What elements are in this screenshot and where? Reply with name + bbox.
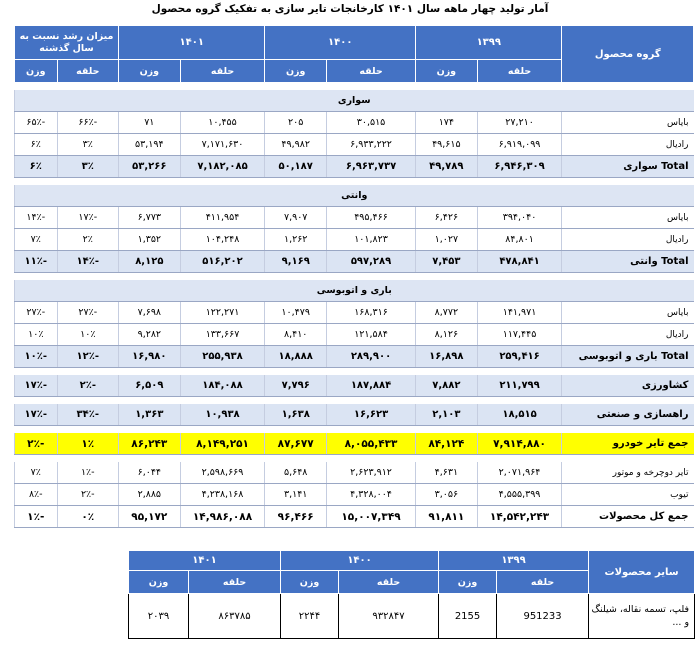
table-row bbox=[15, 484, 694, 506]
spacer bbox=[15, 273, 694, 281]
value-cell: ۱۶,۶۲۳ bbox=[326, 404, 415, 426]
value-cell: ۶,۵۰۹ bbox=[119, 375, 181, 397]
row-label: رادیال bbox=[562, 324, 694, 346]
value-cell: ۱۸۴,۰۸۸ bbox=[180, 375, 265, 397]
value-cell: ۳,۰۵۶ bbox=[416, 484, 478, 506]
value-cell: ۱۶,۹۸۰ bbox=[119, 346, 181, 368]
value-cell: ۷,۷۹۶ bbox=[265, 375, 327, 397]
growth-cell: ۷٪ bbox=[15, 462, 58, 484]
spacer bbox=[15, 83, 694, 91]
value-cell: ۹۵,۱۷۲ bbox=[119, 506, 181, 528]
value-cell: ۶,۹۶۳,۷۳۷ bbox=[326, 156, 415, 178]
growth-header: میزان رشد نسبت به سال گذشته bbox=[15, 26, 119, 60]
growth-cell: -۱۷٪ bbox=[15, 404, 58, 426]
value-cell: ۱۸,۵۱۵ bbox=[477, 404, 562, 426]
weight-header: وزن bbox=[439, 571, 497, 594]
value-cell: ۱۰,۹۳۸ bbox=[180, 404, 265, 426]
value-cell: ۴,۶۳۱ bbox=[416, 462, 478, 484]
row-label: Total وانتی bbox=[562, 251, 694, 273]
value-cell: 951233 bbox=[497, 594, 589, 639]
row-label: تیوب bbox=[562, 484, 694, 506]
row-label: جمع تایر خودرو bbox=[562, 433, 694, 455]
growth-cell: ۳٪ bbox=[57, 134, 119, 156]
value-cell: ۱,۳۶۳ bbox=[119, 404, 181, 426]
total-row bbox=[15, 346, 694, 368]
value-cell: ۷,۸۸۲ bbox=[416, 375, 478, 397]
row-label: بایاس bbox=[562, 302, 694, 324]
row-label: فلپ، تسمه نقاله، شیلنگ و ... bbox=[589, 594, 695, 639]
growth-cell: ۱۰٪ bbox=[15, 324, 58, 346]
value-cell: ۱۴,۹۸۶,۰۸۸ bbox=[180, 506, 265, 528]
table-row bbox=[15, 207, 694, 229]
growth-cell: -۲٪ bbox=[15, 433, 58, 455]
value-cell: ۱,۰۲۷ bbox=[416, 229, 478, 251]
all-products-total-row bbox=[15, 506, 694, 528]
year-header-1401: ۱۴۰۱ bbox=[119, 26, 265, 60]
value-cell: ۱۷۴ bbox=[416, 112, 478, 134]
value-cell: ۹,۲۸۲ bbox=[119, 324, 181, 346]
growth-cell: -۶۵٪ bbox=[15, 112, 58, 134]
weight-header: وزن bbox=[265, 60, 327, 83]
growth-cell: -۱٪ bbox=[15, 506, 58, 528]
value-cell: ۳,۱۴۱ bbox=[265, 484, 327, 506]
total-row bbox=[15, 375, 694, 397]
bottom-year-1399: ۱۳۹۹ bbox=[439, 551, 589, 571]
value-cell: ۸,۱۲۵ bbox=[119, 251, 181, 273]
row-label: Total باری و اتوبوسی bbox=[562, 346, 694, 368]
value-cell: ۴۹۵,۴۶۶ bbox=[326, 207, 415, 229]
value-cell: ۱۳۳,۶۶۷ bbox=[180, 324, 265, 346]
row-label: رادیال bbox=[562, 229, 694, 251]
value-cell: ۲۲۴۴ bbox=[281, 594, 339, 639]
value-cell: ۱۶۸,۳۱۶ bbox=[326, 302, 415, 324]
table-row bbox=[15, 229, 694, 251]
year-header-1400: ۱۴۰۰ bbox=[265, 26, 416, 60]
total-row bbox=[15, 156, 694, 178]
value-cell: ۱۵,۰۰۷,۳۴۹ bbox=[326, 506, 415, 528]
value-cell: ۷,۹۱۴,۸۸۰ bbox=[477, 433, 562, 455]
table-row bbox=[15, 112, 694, 134]
year-header-1399: ۱۳۹۹ bbox=[416, 26, 562, 60]
value-cell: ۹۶,۴۶۶ bbox=[265, 506, 327, 528]
value-cell: ۲,۵۹۸,۶۶۹ bbox=[180, 462, 265, 484]
value-cell: ۹۳۲۸۴۷ bbox=[339, 594, 439, 639]
value-cell: ۸۷,۶۷۷ bbox=[265, 433, 327, 455]
growth-cell: -۲٪ bbox=[57, 375, 119, 397]
group-title: باری و اتوبوسی bbox=[15, 280, 694, 302]
weight-header: وزن bbox=[416, 60, 478, 83]
value-cell: ۱۸,۸۸۸ bbox=[265, 346, 327, 368]
row-label: Total سواری bbox=[562, 156, 694, 178]
growth-cell: ۶٪ bbox=[15, 156, 58, 178]
spacer bbox=[15, 426, 694, 434]
table-row bbox=[15, 324, 694, 346]
value-cell: ۸,۴۱۰ bbox=[265, 324, 327, 346]
value-cell: ۷,۴۵۳ bbox=[416, 251, 478, 273]
value-cell: ۸۴,۸۰۱ bbox=[477, 229, 562, 251]
growth-cell: -۱۱٪ bbox=[15, 251, 58, 273]
ring-header: حلقه bbox=[339, 571, 439, 594]
row-label: رادیال bbox=[562, 134, 694, 156]
group-title: وانتی bbox=[15, 185, 694, 207]
value-cell: ۴۹,۹۸۲ bbox=[265, 134, 327, 156]
growth-cell: ۱۰٪ bbox=[57, 324, 119, 346]
value-cell: ۲۸۹,۹۰۰ bbox=[326, 346, 415, 368]
growth-cell: ۰٪ bbox=[57, 506, 119, 528]
value-cell: ۲,۱۰۳ bbox=[416, 404, 478, 426]
value-cell: ۲۰۳۹ bbox=[129, 594, 189, 639]
row-label: بایاس bbox=[562, 207, 694, 229]
ring-header: حلقه bbox=[497, 571, 589, 594]
value-cell: ۲۵۹,۴۱۶ bbox=[477, 346, 562, 368]
growth-cell: ۳٪ bbox=[57, 156, 119, 178]
value-cell: ۱,۲۶۲ bbox=[265, 229, 327, 251]
value-cell: ۱۰,۴۵۵ bbox=[180, 112, 265, 134]
value-cell: ۵,۶۴۸ bbox=[265, 462, 327, 484]
other-products-table bbox=[128, 550, 695, 639]
spacer bbox=[15, 397, 694, 405]
spacer bbox=[15, 368, 694, 376]
value-cell: ۳۰,۵۱۵ bbox=[326, 112, 415, 134]
value-cell: ۷,۱۷۱,۶۳۰ bbox=[180, 134, 265, 156]
value-cell: ۲۵۵,۹۳۸ bbox=[180, 346, 265, 368]
spacer bbox=[15, 455, 694, 463]
value-cell: ۱۸۷,۸۸۴ bbox=[326, 375, 415, 397]
value-cell: ۵۳,۲۶۶ bbox=[119, 156, 181, 178]
weight-header: وزن bbox=[281, 571, 339, 594]
page-title: آمار تولید چهار ماهه سال ۱۴۰۱ کارخانجات تایر سازی به تفکیک گروه محصول bbox=[151, 3, 549, 15]
value-cell: ۶,۹۴۶,۳۰۹ bbox=[477, 156, 562, 178]
row-label: جمع کل محصولات bbox=[562, 506, 694, 528]
group-title: سواری bbox=[15, 90, 694, 112]
value-cell: ۴,۵۵۵,۳۹۹ bbox=[477, 484, 562, 506]
value-cell: ۸,۱۴۹,۲۵۱ bbox=[180, 433, 265, 455]
growth-cell: -۲۷٪ bbox=[57, 302, 119, 324]
value-cell: ۷۱ bbox=[119, 112, 181, 134]
value-cell: ۲۰۵ bbox=[265, 112, 327, 134]
growth-cell: -۶۶٪ bbox=[57, 112, 119, 134]
row-label: راهسازی و صنعتی bbox=[562, 404, 694, 426]
growth-cell: ۱٪ bbox=[57, 433, 119, 455]
total-row bbox=[15, 251, 694, 273]
weight-header: وزن bbox=[129, 571, 189, 594]
ring-header: حلقه bbox=[326, 60, 415, 83]
value-cell: ۶,۷۷۳ bbox=[119, 207, 181, 229]
value-cell: ۹,۱۶۹ bbox=[265, 251, 327, 273]
value-cell: ۵۰,۱۸۷ bbox=[265, 156, 327, 178]
value-cell: ۲۷,۲۱۰ bbox=[477, 112, 562, 134]
value-cell: ۵۹۷,۲۸۹ bbox=[326, 251, 415, 273]
growth-cell: -۱٪ bbox=[57, 462, 119, 484]
value-cell: ۱۶,۸۹۸ bbox=[416, 346, 478, 368]
value-cell: ۷,۹۰۷ bbox=[265, 207, 327, 229]
value-cell: ۱۰۱,۸۲۳ bbox=[326, 229, 415, 251]
table-row bbox=[15, 302, 694, 324]
value-cell: ۲,۰۷۱,۹۶۴ bbox=[477, 462, 562, 484]
value-cell: ۳۹۴,۰۴۰ bbox=[477, 207, 562, 229]
value-cell: ۲,۸۸۵ bbox=[119, 484, 181, 506]
growth-cell: -۲٪ bbox=[57, 484, 119, 506]
value-cell: ۱,۶۳۸ bbox=[265, 404, 327, 426]
row-label: تایر دوچرخه و موتور bbox=[562, 462, 694, 484]
grand-total-row bbox=[15, 433, 694, 455]
weight-header: وزن bbox=[119, 60, 181, 83]
value-cell: ۴۹,۷۸۹ bbox=[416, 156, 478, 178]
ring-header: حلقه bbox=[180, 60, 265, 83]
growth-cell: -۱۴٪ bbox=[15, 207, 58, 229]
value-cell: ۲۱۱,۷۹۹ bbox=[477, 375, 562, 397]
growth-cell: ۷٪ bbox=[15, 229, 58, 251]
table-row bbox=[15, 134, 694, 156]
value-cell: ۶,۹۱۹,۰۹۹ bbox=[477, 134, 562, 156]
value-cell: ۸,۷۷۲ bbox=[416, 302, 478, 324]
value-cell: ۴۷۸,۸۴۱ bbox=[477, 251, 562, 273]
table-row bbox=[129, 594, 695, 639]
value-cell: ۹۱,۸۱۱ bbox=[416, 506, 478, 528]
value-cell: ۴۱۱,۹۵۴ bbox=[180, 207, 265, 229]
ring-header: حلقه bbox=[57, 60, 119, 83]
growth-cell: -۸٪ bbox=[15, 484, 58, 506]
growth-cell: -۲۷٪ bbox=[15, 302, 58, 324]
other-products-header: سایر محصولات bbox=[589, 551, 695, 594]
value-cell: ۱۰۴,۲۴۸ bbox=[180, 229, 265, 251]
row-label: کشاورزی bbox=[562, 375, 694, 397]
value-cell: ۴,۲۳۸,۱۶۸ bbox=[180, 484, 265, 506]
bottom-year-1400: ۱۴۰۰ bbox=[281, 551, 439, 571]
group-header: گروه محصول bbox=[562, 26, 694, 83]
table-row bbox=[15, 462, 694, 484]
value-cell: ۶,۴۲۶ bbox=[416, 207, 478, 229]
growth-cell: ۶٪ bbox=[15, 134, 58, 156]
value-cell: ۷,۶۹۸ bbox=[119, 302, 181, 324]
value-cell: ۵۱۶,۲۰۲ bbox=[180, 251, 265, 273]
ring-header: حلقه bbox=[189, 571, 281, 594]
bottom-year-1401: ۱۴۰۱ bbox=[129, 551, 281, 571]
value-cell: ۱,۳۵۲ bbox=[119, 229, 181, 251]
spacer bbox=[15, 178, 694, 186]
growth-cell: -۱۴٪ bbox=[57, 251, 119, 273]
growth-cell: -۱۰٪ bbox=[15, 346, 58, 368]
value-cell: ۸,۱۲۶ bbox=[416, 324, 478, 346]
value-cell: ۱۲۱,۵۸۴ bbox=[326, 324, 415, 346]
growth-cell: -۱۲٪ bbox=[57, 346, 119, 368]
row-label: بایاس bbox=[562, 112, 694, 134]
value-cell: ۷,۱۸۲,۰۸۵ bbox=[180, 156, 265, 178]
value-cell: ۱۲۲,۲۷۱ bbox=[180, 302, 265, 324]
growth-cell: -۱۷٪ bbox=[15, 375, 58, 397]
growth-cell: ۲٪ bbox=[57, 229, 119, 251]
value-cell: ۵۳,۱۹۴ bbox=[119, 134, 181, 156]
growth-cell: -۱۷٪ bbox=[57, 207, 119, 229]
production-table bbox=[14, 25, 694, 528]
value-cell: ۶,۹۳۳,۲۲۲ bbox=[326, 134, 415, 156]
value-cell: ۴۹,۶۱۵ bbox=[416, 134, 478, 156]
value-cell: ۸۴,۱۲۴ bbox=[416, 433, 478, 455]
value-cell: ۱۰,۴۷۹ bbox=[265, 302, 327, 324]
value-cell: ۱۴۱,۹۷۱ bbox=[477, 302, 562, 324]
value-cell: ۱۱۷,۴۴۵ bbox=[477, 324, 562, 346]
total-row bbox=[15, 404, 694, 426]
value-cell: ۲,۶۲۳,۹۱۲ bbox=[326, 462, 415, 484]
ring-header: حلقه bbox=[477, 60, 562, 83]
growth-cell: -۳۴٪ bbox=[57, 404, 119, 426]
weight-header: وزن bbox=[15, 60, 58, 83]
value-cell: ۴,۳۲۸,۰۰۴ bbox=[326, 484, 415, 506]
value-cell: ۱۴,۵۴۲,۲۴۳ bbox=[477, 506, 562, 528]
value-cell: ۸,۰۵۵,۴۳۳ bbox=[326, 433, 415, 455]
value-cell: 2155 bbox=[439, 594, 497, 639]
value-cell: ۸۶,۲۴۳ bbox=[119, 433, 181, 455]
value-cell: ۶,۰۴۴ bbox=[119, 462, 181, 484]
value-cell: ۸۶۳۷۸۵ bbox=[189, 594, 281, 639]
